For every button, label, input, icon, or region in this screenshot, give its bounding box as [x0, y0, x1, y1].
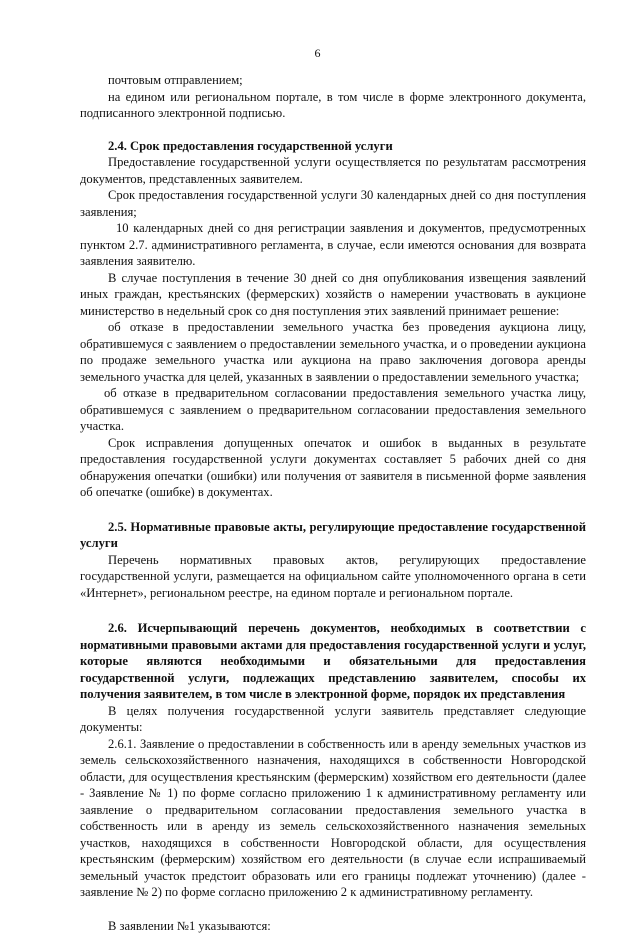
paragraph-postal: почтовым отправлением; [80, 72, 586, 89]
paragraph-refusal-auction: об отказе в предоставлении земельного участка без проведения аукциона лицу, обратившемуся с заявлением о предоставлении земельного участка, и о проведении аукциона по продаже земельного участка или аукциона на право заключения договора аренды земельного участка для целей, указанных в заявлении о предоставлении земельного участка; [80, 319, 586, 385]
paragraph-auction-case: В случае поступления в течение 30 дней со дня опубликования извещения заявлений иных граждан, крестьянских (фермерских) хозяйств о намерении участвовать в аукционе министерство в недельный срок со дня поступления этих заявлений принимает решение: [80, 270, 586, 320]
paragraph-legal-acts: Перечень нормативных правовых актов, регулирующих предоставление государственной услуги, размещается на официальном сайте уполномоченного органа в сети «Интернет», региональном реестре, на едином портале и региональном портале. [80, 552, 586, 602]
paragraph-service-term: Срок предоставления государственной услуги 30 календарных дней со дня поступления заявления; [80, 187, 586, 220]
section-heading-2-6: 2.6. Исчерпывающий перечень документов, необходимых в соответствии с нормативными правовыми актами для предоставления государственной услуги и услуг, которые являются необходимыми и обязательными для предоставления государственной услуги, подлежащих представлению заявителем, способы их получения заявителем, в том числе в электронной форме, порядок их представления [80, 620, 586, 703]
paragraph-correction-term: Срок исправления допущенных опечаток и ошибок в выданных в результате предоставления государственной услуги документах составляет 5 рабочих дней со дня обнаружения опечатки (ошибки) или получения от заявителя в письменной форме заявления об опечатке (ошибке) в документах. [80, 435, 586, 501]
paragraph-service-basis: Предоставление государственной услуги осуществляется по результатам рассмотрения документов, представленных заявителем. [80, 154, 586, 187]
paragraph-application-2-6-1: 2.6.1. Заявление о предоставлении в собственность или в аренду земельных участков из земель сельскохозяйственного назначения, находящихся в собственности Новгородской области, для осуществления крестьянским (фермерским) хозяйством его деятельности (далее - Заявление № 1) по форме согласно приложению 1 к административному регламенту или заявление о предварительном согласовании предоставления земельного участка в собственность или в аренду из земель сельскохозяйственного назначения земельных участков, находящихся в собственности Новгородской области, для осуществления крестьянским (фермерским) хозяйством его деятельности (в случае если испрашиваемый земельный участок предстоит образовать или его границы подлежат уточнению) (далее - заявление № 2) по форме согласно приложению 2 к административному регламенту. [80, 736, 586, 901]
section-heading-2-5: 2.5. Нормативные правовые акты, регулирующие предоставление государственной услуги [80, 519, 586, 552]
page-number: 6 [0, 46, 635, 60]
paragraph-application-contents: В заявлении №1 указываются: [80, 918, 586, 934]
section-heading-2-4: 2.4. Срок предоставления государственной услуги [80, 138, 586, 155]
document-body [80, 72, 586, 934]
paragraph-portal: на едином или региональном портале, в том числе в форме электронного документа, подписанного электронной подписью. [80, 89, 586, 122]
paragraph-return-term: 10 календарных дней со дня регистрации заявления и документов, предусмотренных пунктом 2.7. административного регламента, в случае, если имеются основания для возврата заявления заявителю. [80, 220, 586, 270]
paragraph-documents-intro: В целях получения государственной услуги заявитель представляет следующие документы: [80, 703, 586, 736]
paragraph-refusal-preliminary: об отказе в предварительном согласовании предоставления земельного участка лицу, обратившемуся с заявлением о предварительном согласовании предоставления земельного участка. [80, 385, 586, 435]
